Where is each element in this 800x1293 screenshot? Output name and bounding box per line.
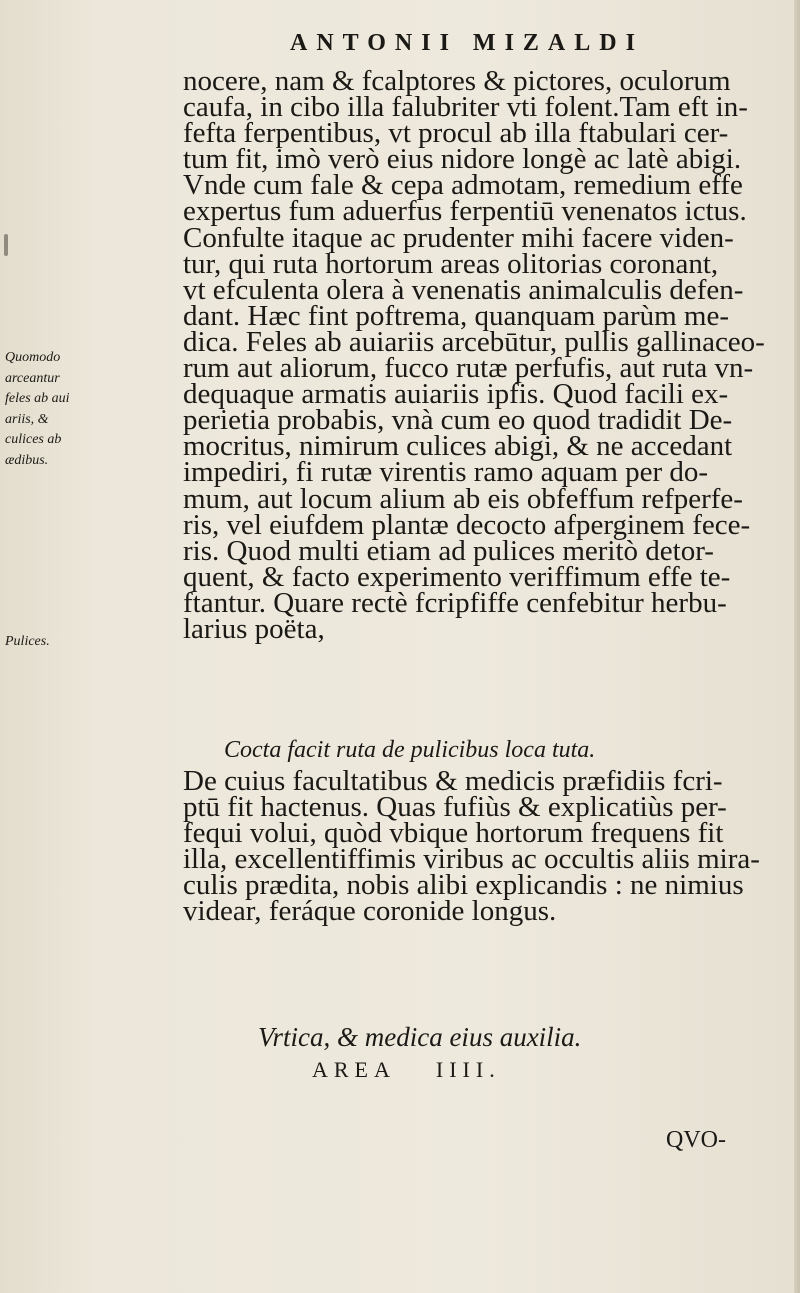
- text-line: vt efculenta olera à venenatis animalculis defen-: [183, 273, 744, 306]
- text-line: dica. Feles ab auiariis arcebūtur, pullis gallinaceo-: [183, 325, 765, 358]
- text-line: larius poëta,: [183, 612, 325, 645]
- text-line: ris, vel eiufdem plantæ decocto afperginem fece-: [183, 508, 751, 541]
- text-line: illa, excellentiffimis viribus ac occultis aliis mira-: [183, 843, 760, 876]
- margin-note-cats-culices: [5, 348, 70, 471]
- text-line: De cuius facultatibus & medicis præfidiis fcri-: [183, 765, 723, 797]
- text-line: mum, aut locum alium ab eis obfeffum refperfe-: [183, 482, 743, 515]
- text-line: culis prædita, nobis alibi explicandis : ne nimius: [183, 869, 744, 902]
- text-line: ptū fit hactenus. Quas fufiùs & explicatiùs per-: [183, 791, 727, 824]
- margin-note-line: arceantur: [5, 370, 60, 386]
- margin-note-pulices: [5, 632, 50, 653]
- area-heading: [312, 1057, 501, 1083]
- section-caption: Vrtica, & medica eius auxilia.: [258, 1022, 582, 1052]
- margin-note-line: Pulices.: [5, 634, 50, 649]
- ink-speck: [4, 234, 8, 256]
- text-line: expertus fum aduerfus ferpentiū venenatos ictus.: [183, 195, 747, 228]
- text-line: tum fit, imò verò eius nidore longè ac latè abigi.: [183, 143, 742, 176]
- area-word: AREA: [312, 1057, 396, 1082]
- text-line: quent, & facto experimento veriffimum effe te-: [183, 560, 731, 593]
- catchword: QVO-: [666, 1127, 726, 1153]
- second-text-block: [183, 765, 800, 928]
- margin-note-line: ædibus.: [5, 452, 49, 468]
- text-line: dant. Hæc fint poftrema, quanquam parùm me-: [183, 299, 730, 332]
- text-line: ftantur. Quare rectè fcripfiffe cenfebitur herbu-: [183, 586, 727, 619]
- text-line: tur, qui ruta hortorum areas olitorias coronant,: [183, 247, 719, 280]
- text-line: dequaque armatis auiariis ipfis. Quod facili ex-: [183, 378, 729, 411]
- text-line: fequi volui, quòd vbique hortorum frequens fit: [183, 817, 724, 850]
- area-number: IIII.: [435, 1057, 501, 1082]
- main-text-block: [183, 65, 800, 645]
- text-line: fefta ferpentibus, vt procul ab illa ftabulari cer-: [183, 117, 729, 150]
- text-line: nocere, nam & fcalptores & pictores, oculorum: [183, 65, 731, 97]
- text-line: ris. Quod multi etiam ad pulices meritò detor-: [183, 534, 714, 567]
- text-line: Confulte itaque ac prudenter mihi facere viden-: [183, 221, 734, 254]
- text-line: impediri, fi rutæ virentis ramo aquam per do-: [183, 456, 709, 489]
- text-line: videar, feráque coronide longus.: [183, 895, 557, 928]
- text-line: mocritus, nimirum culices abigi, & ne accedant: [183, 430, 733, 463]
- text-line: Vnde cum fale & cepa admotam, remedium effe: [183, 169, 743, 202]
- margin-note-line: Quomodo: [5, 350, 61, 365]
- margin-note-line: feles ab aui: [5, 391, 70, 406]
- margin-note-line: ariis, &: [5, 411, 49, 427]
- verse-quotation: Cocta facit ruta de pulicibus loca tuta.: [224, 737, 596, 763]
- margin-note-line: culices ab: [5, 432, 62, 447]
- text-line: rum aut aliorum, fucco rutæ perfufis, aut ruta vn-: [183, 352, 754, 385]
- text-line: caufa, in cibo illa falubriter vti folent.Tam eft in-: [183, 91, 748, 124]
- running-title: ANTONII MIZALDI: [290, 30, 644, 56]
- text-line: perietia probabis, vnà cum eo quod tradidit De-: [183, 404, 733, 437]
